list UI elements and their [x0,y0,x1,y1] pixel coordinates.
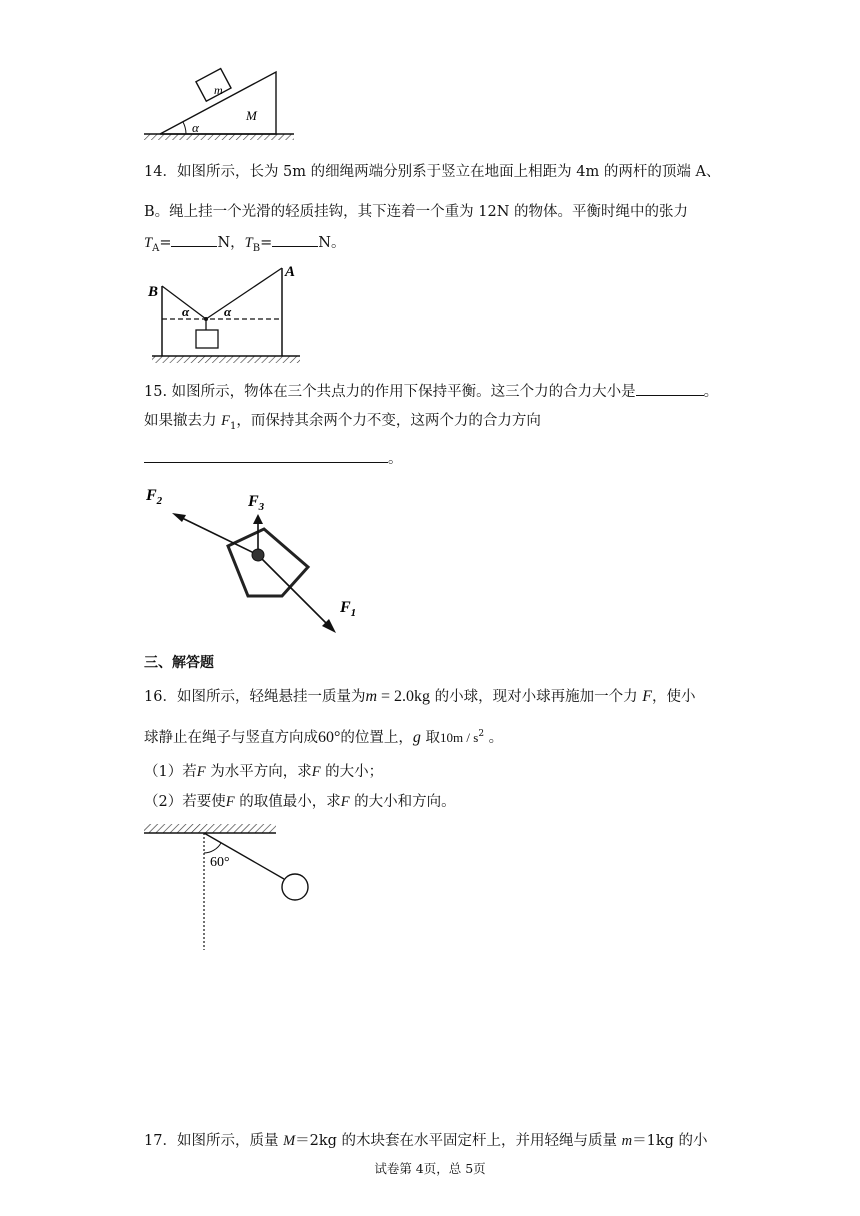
q15-blank1[interactable] [636,381,704,396]
ball [282,874,308,900]
f1-label: F [340,599,351,616]
q14-line2: B。绳上挂一个光滑的轻质挂钩，其下连着一个重为 12N 的物体。平衡时绳中的张力 [144,204,689,220]
q16-m-var: m [365,688,378,705]
svg-text:F1 [339,599,356,619]
q15-line1-text: 15. 如图所示，物体在三个共点力的作用下保持平衡。这三个力的合力大小是 [144,384,636,400]
f2-sub: 2 [156,495,163,507]
q15-line2-a: 如果撤去力 [144,413,222,429]
q16-l2-d: 。 [484,729,504,746]
q15-line2-b: ，而保持其余两个力不变，这两个力的合力方向 [236,413,541,429]
rope-poles-figure [140,258,310,370]
q16-part2 [144,792,456,812]
tb-eq: = [260,235,273,251]
svg-text:F3 [247,493,265,513]
q17-m: m [621,1133,633,1149]
tb-sub: B [252,242,261,254]
ta-sub: A [152,242,160,254]
angle-label: α [192,120,199,135]
unit-sep: N， [217,235,245,251]
q17-c: ＝1kg 的小 [632,1133,708,1149]
q15-line3 [144,448,403,469]
svg-text:F2 [145,487,163,507]
f3-label: F [248,493,259,510]
q17-a: 17．如图所示，质量 [144,1133,284,1149]
q16-p1-f: F [196,764,206,780]
ground-hatch [144,134,294,140]
q15-line2 [144,411,541,437]
tb-var: T [244,235,253,251]
q16-line1 [144,687,696,707]
q16-l2-b: 的位置上， [340,729,413,746]
concurrent-point [252,549,264,561]
q16-f-var: F [642,688,653,705]
page-footer: 试卷第 4页，总 5页 [374,1161,486,1176]
q15-line3-end: 。 [388,451,403,467]
ceiling-hatch [144,824,276,833]
q17-b: ＝2kg 的木块套在水平固定杆上，并用轻绳与质量 [295,1133,622,1149]
force-f2-arrowhead [172,513,186,522]
f2-label: F [146,487,157,504]
weight-box [196,330,218,348]
q15-f1-var: F [221,413,230,429]
q16-l1-c: ，使小 [652,689,696,705]
angle-label: 60° [210,855,230,870]
q16-p1-a: （1）若 [144,764,197,780]
q15-line1 [144,381,718,402]
angle-arc [204,843,221,853]
q16-l2-c: 取 [420,729,441,746]
q16-g-sup: 2 [478,729,485,739]
label-b: B [148,284,159,300]
q16-p1-c: 的大小； [320,764,384,780]
angle-arc [183,122,186,134]
forces-figure [140,478,370,638]
pendulum-figure [140,820,320,955]
angle-left: α [182,304,190,319]
q16-m-value: = 2.0kg [377,688,431,705]
section-title: 三、解答题 [144,655,214,671]
unit-end: N。 [318,235,346,251]
q15-line1-end: 。 [703,384,719,400]
q16-part1 [144,762,383,782]
q14-line1: 14．如图所示，长为 5m 的细绳两端分别系于竖立在地面上相距为 4m 的两杆的顶端 A、 [144,164,721,180]
q16-l2-a: 球静止在绳子与竖直方向成 [144,729,318,746]
force-f3-arrowhead [253,514,263,524]
q16-p2-a: （2）若要使 [144,794,226,810]
q16-p1-b: 为水平方向，求 [205,764,312,780]
ta-var: T [144,235,153,251]
q16-p2-f: F [225,794,235,810]
q16-l1-b: 的小球，现对小球再施加一个力 [430,689,643,705]
polygon-body [228,529,308,596]
incline-figure [140,66,300,146]
q15-blank2[interactable] [144,448,388,463]
force-f2-line [178,516,258,555]
q16-g-value: 10m / s [440,729,479,745]
tb-blank[interactable] [272,232,318,247]
rope-right [206,268,282,319]
label-a: A [285,264,296,280]
q17-line1 [144,1131,708,1151]
q16-p2-b: 的取值最小，求 [234,794,341,810]
angle-right: α [224,304,232,319]
q16-line2 [144,724,503,748]
ta-blank[interactable] [171,232,217,247]
wedge-label: M [246,108,257,123]
q16-g-var: g [412,728,421,746]
q16-p2-f2: F [340,794,350,810]
q17-M: M [283,1133,296,1149]
q16-l1-a: 16．如图所示，轻绳悬挂一质量为 [144,689,366,705]
q16-angle: 60° [318,728,341,746]
q15-f1-sub: 1 [229,420,237,432]
q14-line3 [144,232,345,259]
q16-p2-c: 的大小和方向。 [349,794,456,810]
ta-eq: = [159,235,172,251]
f3-sub: 3 [258,501,265,513]
f1-sub: 1 [350,607,357,619]
ground-hatch [152,356,300,363]
q16-p1-f2: F [311,764,321,780]
block-label: m [214,83,223,97]
